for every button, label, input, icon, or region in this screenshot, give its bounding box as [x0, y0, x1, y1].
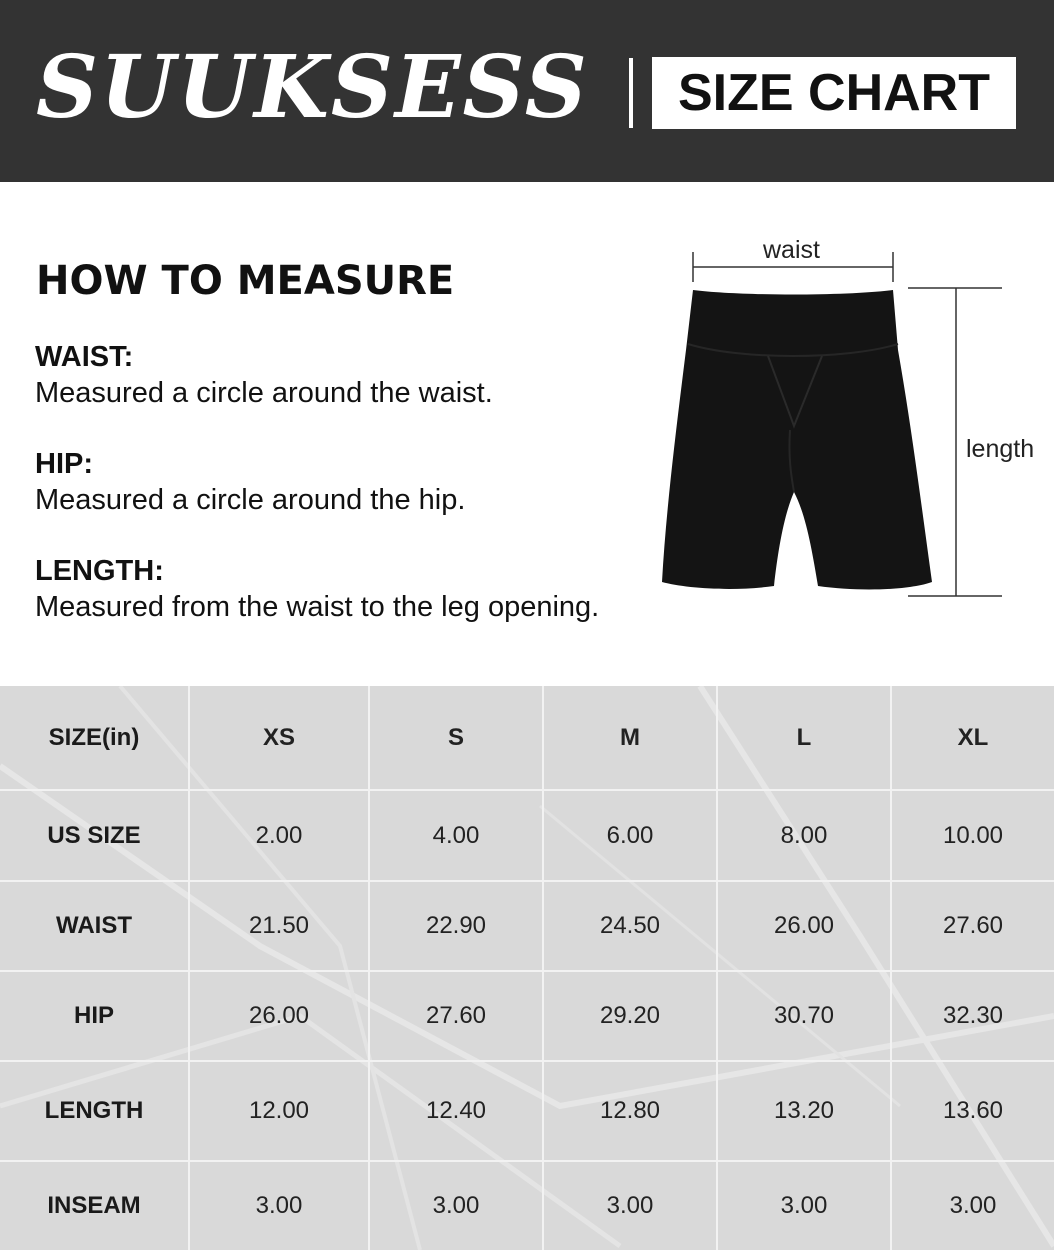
brand-logo: SUUKSESS: [36, 37, 589, 138]
table-cell: 13.60: [891, 1061, 1054, 1161]
hip-label: HIP:: [35, 448, 93, 480]
size-table-panel: [0, 686, 1054, 1250]
waist-description: Measured a circle around the waist.: [35, 377, 493, 409]
row-label-hip: HIP: [0, 971, 189, 1061]
table-row: [0, 1061, 1054, 1161]
waist-measure-label: waist: [763, 236, 820, 264]
row-label-waist: WAIST: [0, 881, 189, 971]
table-cell: 3.00: [891, 1161, 1054, 1250]
table-cell: 27.60: [369, 971, 543, 1061]
row-label-us-size: US SIZE: [0, 790, 189, 881]
row-label-length: LENGTH: [0, 1061, 189, 1161]
table-cell: 26.00: [717, 881, 891, 971]
row-label-inseam: INSEAM: [0, 1161, 189, 1250]
table-cell: 24.50: [543, 881, 717, 971]
length-description: Measured from the waist to the leg opening.: [35, 591, 600, 623]
size-table: [0, 686, 1054, 1250]
length-label: LENGTH:: [35, 555, 164, 587]
table-cell: 12.40: [369, 1061, 543, 1161]
how-to-measure-heading: HOW TO MEASURE: [36, 258, 455, 304]
table-cell: 6.00: [543, 790, 717, 881]
size-chart-title: SIZE CHART: [652, 57, 1016, 129]
header-cell-l: L: [717, 686, 891, 790]
table-cell: 12.80: [543, 1061, 717, 1161]
table-cell: 29.20: [543, 971, 717, 1061]
header-cell-m: M: [543, 686, 717, 790]
table-row: [0, 1161, 1054, 1250]
header-cell-xl: XL: [891, 686, 1054, 790]
table-cell: 10.00: [891, 790, 1054, 881]
table-cell: 8.00: [717, 790, 891, 881]
table-cell: 27.60: [891, 881, 1054, 971]
hip-description: Measured a circle around the hip.: [35, 484, 466, 516]
shorts-illustration: [640, 230, 1054, 630]
table-cell: 26.00: [189, 971, 369, 1061]
table-cell: 3.00: [717, 1161, 891, 1250]
table-row: [0, 881, 1054, 971]
table-cell: 30.70: [717, 971, 891, 1061]
header-cell-xs: XS: [189, 686, 369, 790]
table-cell: 32.30: [891, 971, 1054, 1061]
waist-label: WAIST:: [35, 341, 134, 373]
table-cell: 13.20: [717, 1061, 891, 1161]
table-cell: 3.00: [369, 1161, 543, 1250]
table-cell: 3.00: [543, 1161, 717, 1250]
table-cell: 3.00: [189, 1161, 369, 1250]
header-cell-s: S: [369, 686, 543, 790]
table-header-row: [0, 686, 1054, 790]
header-divider: [629, 58, 633, 128]
table-cell: 2.00: [189, 790, 369, 881]
table-cell: 21.50: [189, 881, 369, 971]
measurement-diagram: [640, 230, 1054, 630]
table-cell: 22.90: [369, 881, 543, 971]
table-row: [0, 790, 1054, 881]
length-measure-label: length: [966, 435, 1035, 463]
table-row: [0, 971, 1054, 1061]
header-cell-size-in: SIZE(in): [0, 686, 189, 790]
table-cell: 12.00: [189, 1061, 369, 1161]
table-cell: 4.00: [369, 790, 543, 881]
header-banner: [0, 0, 1054, 182]
